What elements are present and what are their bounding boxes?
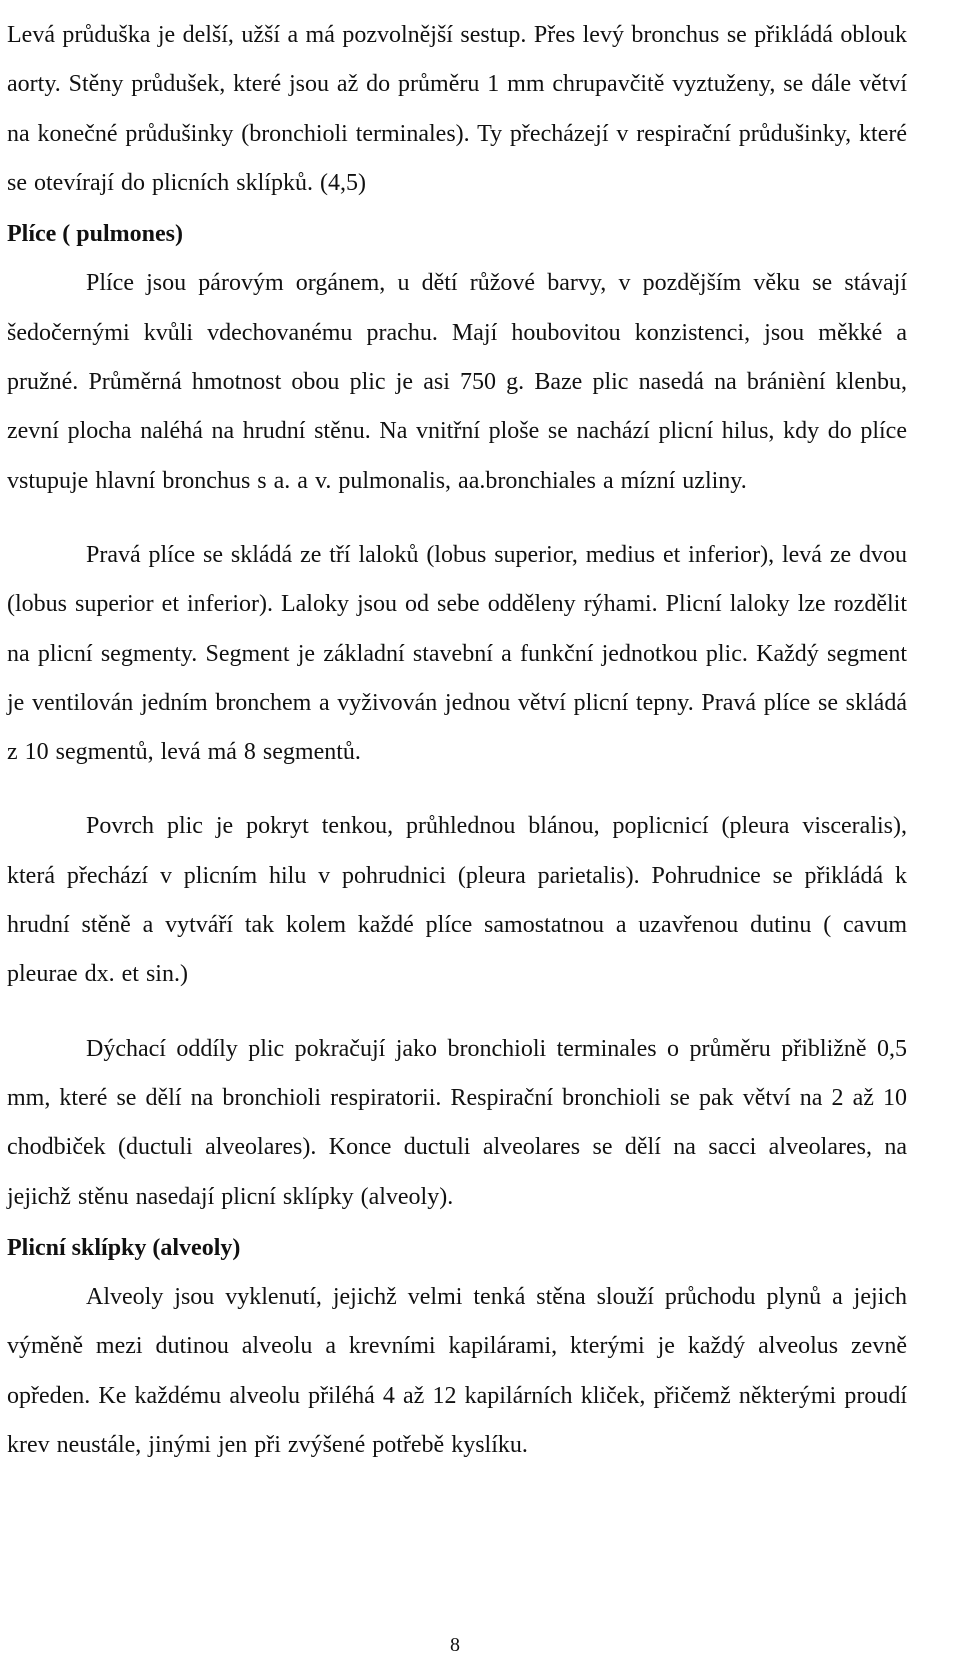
paragraph-pleura: Povrch plic je pokryt tenkou, průhlednou blánou, poplicnicí (pleura visceralis), která přechází v plicním hilu v pohrudnici (pleura parietalis). Pohrudnice se přikládá k hrudní stěně a vytváří tak kolem každé plíce samostatnou a uzavřenou dutinu ( cavum pleurae dx. et sin.) [7, 813, 907, 988]
page-number: 8 [450, 1634, 460, 1656]
heading-alveoli: Plicní sklípky (alveoly) [7, 1234, 241, 1261]
document-body [7, 11, 907, 1470]
paragraph-alveoli: Alveoly jsou vyklenutí, jejichž velmi tenká stěna slouží průchodu plynů a jejich výměně mezi dutinou alveolu a krevními kapilárami, kterými je každý alveolus zevně opředen. Ke každému alveolu přiléhá 4 až 12 kapilárních kliček, přičemž některými proudí krev neustále, jinými jen při zvýšené potřebě kyslíku. [7, 1284, 907, 1459]
paragraph-bronchus: Levá průduška je delší, užší a má pozvolnější sestup. Přes levý bronchus se přikládá oblouk aorty. Stěny průdušek, které jsou až do průměru 1 mm chrupavčitě vyztuženy, se dále větví na konečné průdušinky (bronchioli terminales). Ty přecházejí v respirační průdušinky, které se otevírají do plicních sklípků. (4,5) [7, 22, 907, 196]
paragraph-lungs-description: Plíce jsou párovým orgánem, u dětí růžové barvy, v pozdějším věku se stávají šedočernými kvůli vdechovanému prachu. Mají houbovitou konzistenci, jsou měkké a pružné. Průměrná hmotnost obou plic je asi 750 g. Baze plic nasedá na bránièní klenbu, zevní plocha naléhá na hrudní stěnu. Na vnitřní ploše se nachází plicní hilus, kdy do plíce vstupuje hlavní bronchus s a. a v. pulmonalis, aa.bronchiales a mízní uzliny. [7, 270, 907, 494]
heading-pulmones: Plíce ( pulmones) [7, 221, 183, 248]
paragraph-respiratory-parts: Dýchací oddíly plic pokračují jako bronchioli terminales o průměru přibližně 0,5 mm, které se dělí na bronchioli respiratorii. Respirační bronchioli se pak větví na 2 až 10 chodbiček (ductuli alveolares). Konce ductuli alveolares se dělí na sacci alveolares, na jejichž stěnu nasedají plicní sklípky (alveoly). [7, 1035, 907, 1210]
paragraph-lobes-segments: Pravá plíce se skládá ze tří laloků (lobus superior, medius et inferior), levá ze dvou (lobus superior et inferior). Laloky jsou od sebe odděleny rýhami. Plicní laloky lze rozdělit na plicní segmenty. Segment je základní stavební a funkční jednotkou plic. Každý segment je ventilován jedním bronchem a vyživován jednou větví plicní tepny. Pravá plíce se skládá z 10 segmentů, levá má 8 segmentů. [7, 541, 907, 766]
